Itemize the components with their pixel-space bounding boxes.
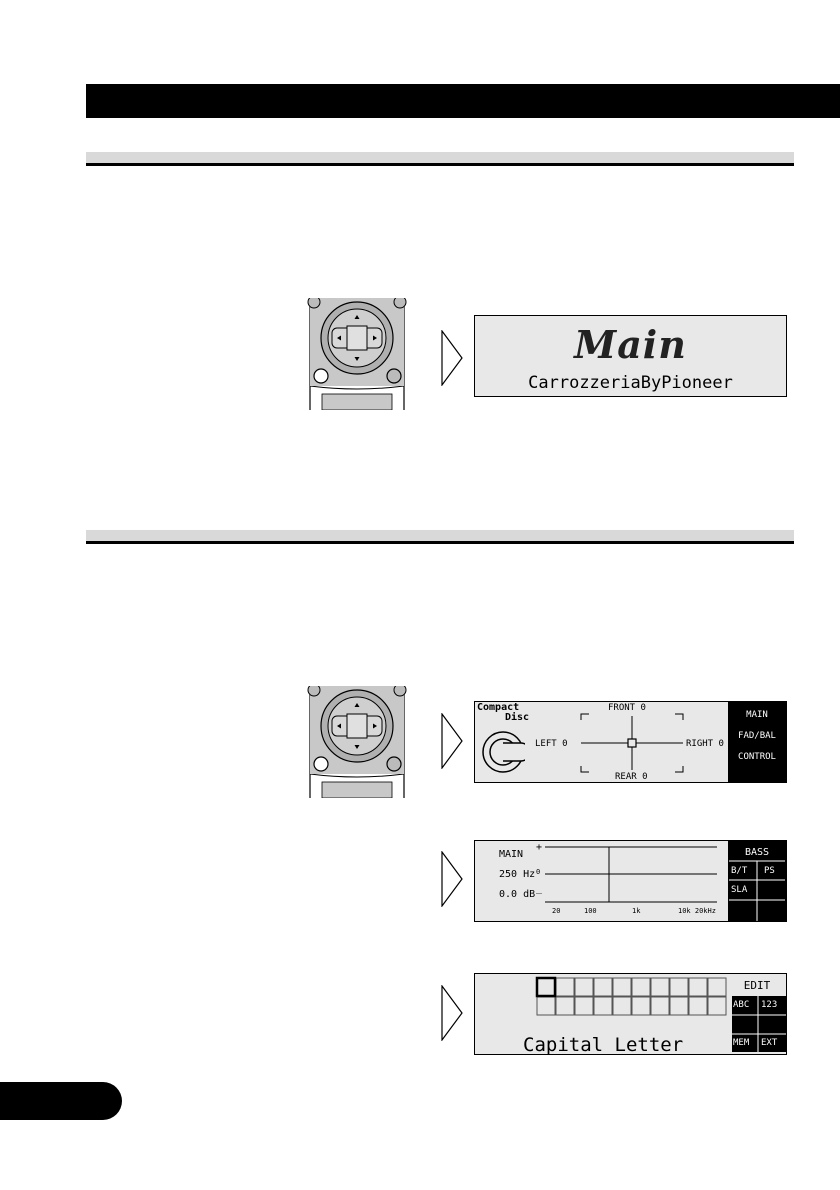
menu-item-control: CONTROL [738, 752, 776, 762]
eq-level-label: 0.0 dB [499, 889, 536, 900]
menu-item-fad-bal: FAD/BAL [738, 731, 776, 741]
menu-item-bt: B/T [731, 866, 748, 876]
main-logo-text: Main [574, 322, 687, 367]
freq-tick-10k-20khz: 10k 20kHz [678, 907, 716, 915]
eq-curve-graph [543, 845, 721, 905]
menu-item-sla: SLA [731, 885, 748, 895]
lcd-display-fader-balance [474, 701, 787, 783]
next-step-arrow-icon [441, 713, 463, 769]
character-entry-grid [535, 976, 731, 1018]
source-label-line1: Compact [477, 702, 520, 713]
page-number-tab [0, 1082, 122, 1120]
lcd-display-equalizer [474, 840, 787, 922]
eq-menu-grid [728, 841, 786, 921]
next-step-arrow-icon [441, 851, 463, 907]
brand-text: CarrozzeriaByPioneer [528, 373, 733, 393]
freq-tick-1k: 1k [632, 907, 641, 915]
menu-item-123: 123 [761, 1000, 778, 1010]
eq-frequency-label: 250 Hz [499, 869, 536, 880]
front-label: FRONT 0 [608, 703, 646, 713]
freq-tick-20: 20 [552, 907, 561, 915]
eq-menu-title: BASS [744, 847, 770, 858]
menu-item-abc: ABC [733, 1000, 750, 1010]
eq-zero-mark: 0 [536, 868, 541, 876]
section-heading-rule-2 [86, 530, 794, 544]
menu-item-main: MAIN [746, 710, 768, 720]
input-mode-label: Capital Letter [523, 1034, 684, 1055]
fader-balance-grid [579, 712, 685, 774]
source-label-line2: Disc [505, 712, 530, 723]
edit-menu-title: EDIT [743, 979, 771, 992]
left-label: LEFT 0 [535, 739, 568, 749]
menu-item-ext: EXT [761, 1038, 778, 1048]
lcd-display-title-edit [474, 973, 787, 1055]
menu-item-ps: PS [764, 866, 775, 876]
section-heading-rule-1 [86, 152, 794, 166]
next-step-arrow-icon [441, 985, 463, 1041]
next-step-arrow-icon [441, 330, 463, 386]
lcd-display-main-screen [474, 315, 787, 397]
remote-joystick-illustration [304, 686, 410, 798]
eq-plus-mark: + [536, 842, 543, 853]
edit-menu-panel [728, 974, 786, 1054]
page-title-bar [86, 84, 840, 118]
edit-menu-grid [732, 996, 786, 1052]
eq-preset-label: MAIN [499, 849, 524, 860]
remote-joystick-illustration [304, 298, 410, 410]
eq-minus-mark: _ [536, 883, 543, 894]
right-label: RIGHT 0 [686, 739, 724, 749]
eq-menu-panel [728, 841, 786, 921]
menu-item-mem: MEM [733, 1038, 750, 1048]
rear-label: REAR 0 [615, 772, 648, 782]
freq-tick-100: 100 [584, 907, 597, 915]
compact-disc-icon [481, 728, 525, 776]
function-menu-panel [728, 702, 786, 782]
